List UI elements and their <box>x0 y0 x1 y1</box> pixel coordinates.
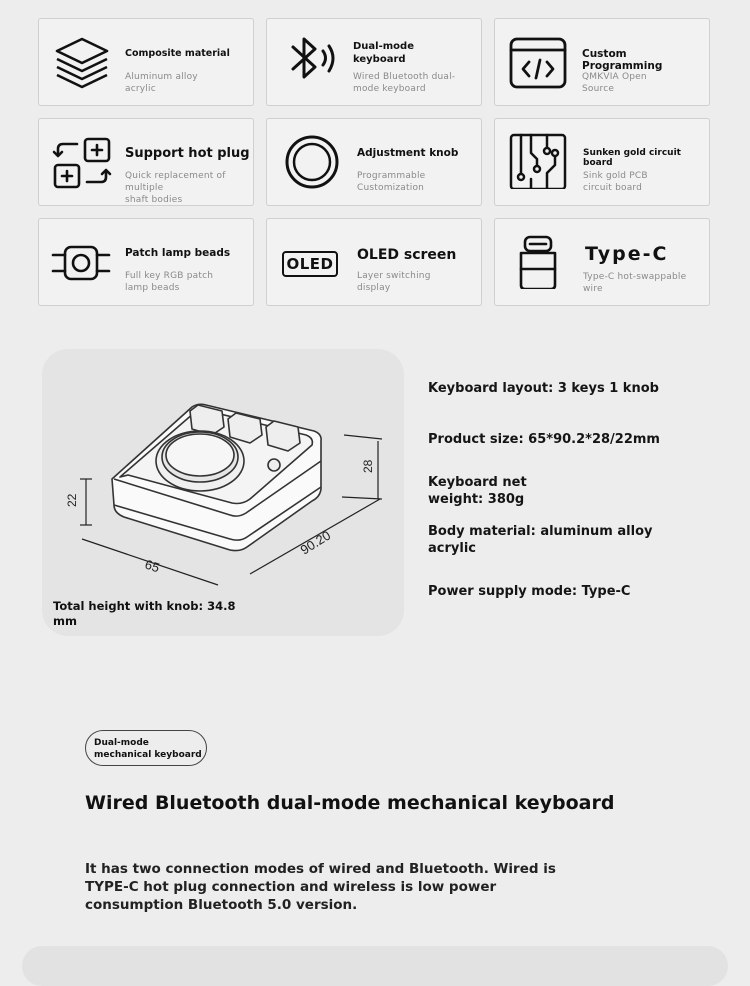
feature-subtitle: Programmable Customization <box>357 171 426 193</box>
feature-card-circuit-board <box>494 118 710 206</box>
oled-badge-text: OLED <box>286 255 334 273</box>
layers-icon <box>51 35 113 91</box>
feature-card-hot-plug <box>38 118 254 206</box>
feature-subtitle: Type-C hot-swappable wire <box>583 272 687 294</box>
spec-keyboard-layout: Keyboard layout: 3 keys 1 knob <box>428 381 659 396</box>
dimension-height-label: 22 <box>65 493 79 507</box>
feature-title: Patch lamp beads <box>125 247 231 259</box>
section-description: It has two connection modes of wired and Bluetooth. Wired is TYPE-C hot plug connection and wireless is low power consumption Bluetooth 5.0 version. <box>85 861 556 913</box>
total-height-caption: Total height with knob: 34.8 mm <box>53 599 236 628</box>
feature-subtitle: Layer switching display <box>357 271 431 293</box>
dimension-depth-label: 90.20 <box>297 527 334 558</box>
section-headline: Wired Bluetooth dual-mode mechanical keyboard <box>85 792 615 814</box>
feature-subtitle: Wired Bluetooth dual- mode keyboard <box>353 72 456 94</box>
feature-card-custom-programming <box>494 18 710 106</box>
dimension-width-label: 65 <box>143 556 162 576</box>
feature-subtitle: Sink gold PCB circuit board <box>583 171 648 193</box>
circuit-board-icon <box>509 133 571 189</box>
lamp-bead-icon <box>51 235 113 291</box>
feature-title: Composite material <box>125 48 230 59</box>
feature-card-type-c <box>494 218 710 306</box>
code-window-icon <box>507 35 569 91</box>
feature-title: Dual-mode keyboard <box>353 41 414 65</box>
spec-power-supply: Power supply mode: Type-C <box>428 584 631 599</box>
feature-card-lamp-beads <box>38 218 254 306</box>
feature-card-dual-mode <box>266 18 482 106</box>
spec-body-material: Body material: aluminum alloy acrylic <box>428 524 653 556</box>
hot-plug-icon <box>51 135 113 191</box>
feature-title: OLED screen <box>357 247 457 263</box>
product-diagram-panel <box>42 349 404 636</box>
oled-icon <box>282 251 338 277</box>
feature-title: Custom Programming <box>582 48 663 72</box>
spec-net-weight: Keyboard net weight: 380g <box>428 475 527 507</box>
type-c-icon <box>509 233 571 289</box>
keyboard-dimension-drawing <box>42 349 404 589</box>
dimension-back-height-label: 28 <box>361 459 375 473</box>
feature-subtitle: QMKVIA Open Source <box>582 72 647 94</box>
feature-title: Type-C <box>585 243 669 265</box>
dual-mode-tag: Dual-mode mechanical keyboard <box>85 730 207 766</box>
spec-product-size: Product size: 65*90.2*28/22mm <box>428 432 660 447</box>
feature-subtitle: Quick replacement of multiple shaft bodies <box>125 171 226 205</box>
feature-card-composite-material <box>38 18 254 106</box>
feature-subtitle: Full key RGB patch lamp beads <box>125 271 214 293</box>
feature-card-adjustment-knob <box>266 118 482 206</box>
feature-title: Adjustment knob <box>357 147 459 159</box>
bluetooth-icon <box>281 33 343 89</box>
next-section-panel <box>22 946 728 986</box>
knob-icon <box>281 133 343 189</box>
feature-title: Sunken gold circuit board <box>583 148 681 168</box>
feature-card-oled-screen <box>266 218 482 306</box>
feature-subtitle: Aluminum alloy acrylic <box>125 72 198 94</box>
feature-title: Support hot plug <box>125 146 250 161</box>
